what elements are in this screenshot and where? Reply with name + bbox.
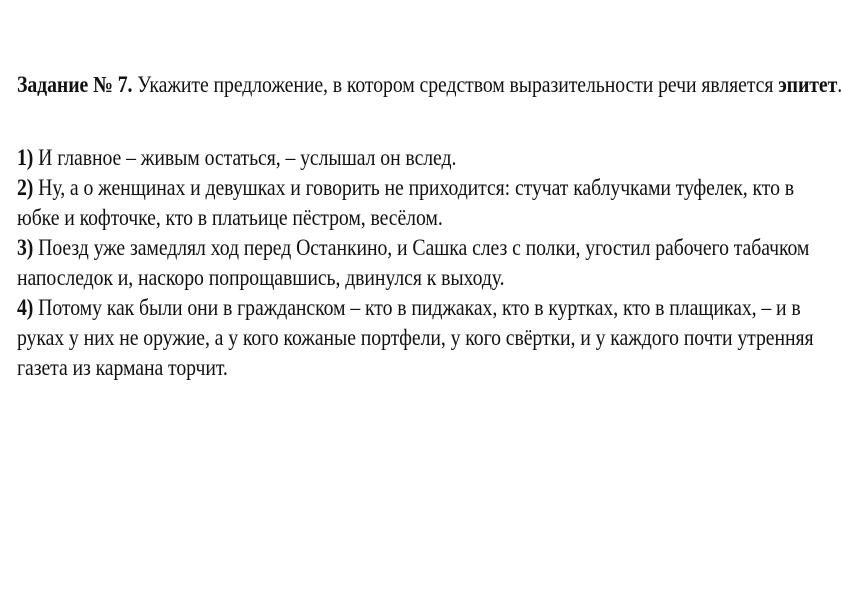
option-number: 2) [17,175,34,200]
option-text: Поезд уже замедлял ход перед Останкино, и Сашка слез с полки, угостил рабочего табачком [38,235,810,260]
option-line [17,353,795,383]
option-number: 4) [17,295,34,320]
answer-option-2 [17,173,795,233]
task-heading-end: . [837,72,842,97]
option-text: Ну, а о женщинах и девушках и говорить не приходится: стучат каблучками туфелек, кто в [38,175,794,200]
option-text: Потому как были они в гражданском – кто в пиджаках, кто в куртках, кто в плащиках, – и в [38,295,801,320]
option-line [17,263,795,293]
task-instruction: Укажите предложение, в котором средством выразительности речи является [132,72,779,97]
task-block [17,70,842,383]
option-number: 3) [17,235,34,260]
answer-option-1 [17,143,795,173]
option-line [17,173,795,203]
answer-option-3 [17,233,810,293]
answer-option-4 [17,293,814,383]
option-line [17,233,810,263]
option-text: И главное – живым остаться, – услышал он вслед. [38,145,457,170]
option-text: газета из кармана торчит. [17,355,228,380]
task-keyword: эпитет [778,72,838,97]
option-text: руках у них не оружие, а у кого кожаные портфели, у кого свёртки, и у каждого почти утренняя [17,325,814,350]
option-line [17,143,795,173]
option-number: 1) [17,145,34,170]
option-text: напоследок и, наскоро попрощавшись, двинулся к выходу. [17,265,505,290]
option-text: юбке и кофточке, кто в платьице пёстром, весёлом. [17,205,443,230]
task-number: Задание № 7. [17,72,133,97]
option-line [17,293,801,323]
task-heading [17,70,842,100]
option-line [17,203,795,233]
option-line [17,323,814,353]
